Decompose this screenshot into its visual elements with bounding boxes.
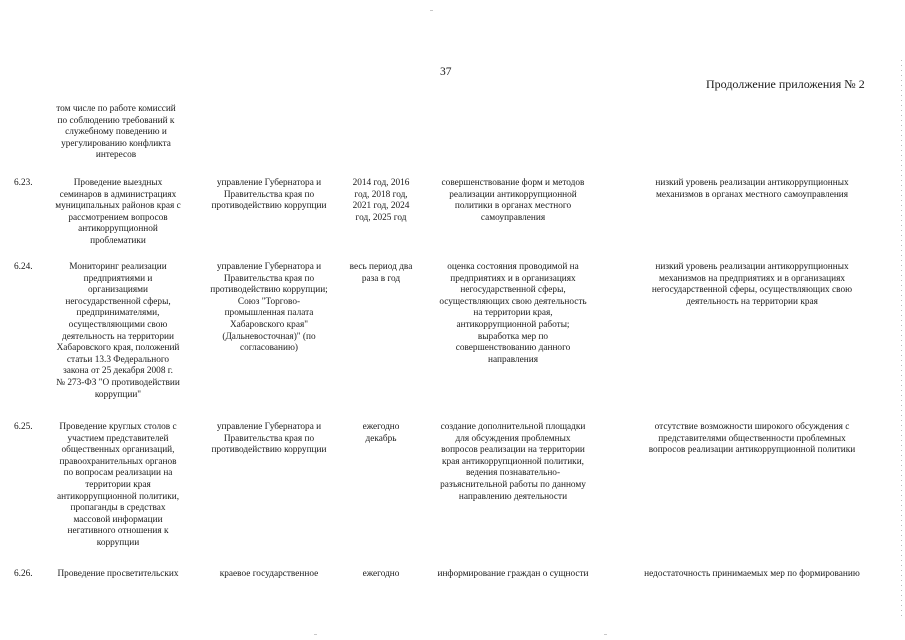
event-cell: Проведение выездных семинаров в администрациях муниципальных районов края с рассмотрением вопросов антикоррупционной проблематики: [55, 178, 181, 246]
scan-speck: [314, 634, 317, 635]
risk-cell: низкий уровень реализации антикоррупционных механизмов в органах местного самоуправления: [655, 178, 849, 200]
continued-event-text: том числе по работе комиссий по соблюдению требований к служебному поведению и урегулированию конфликта интересов: [56, 104, 176, 161]
row-number: 6.25.: [14, 422, 33, 432]
risk-cell: недостаточность принимаемых мер по формированию: [644, 569, 860, 579]
event-cell: Проведение просветительских: [57, 569, 179, 579]
responsible-cell: управление Губернатора и Правительства края по противодействию коррупции: [211, 422, 327, 456]
page-number: 37: [440, 66, 452, 78]
result-cell: совершенствование форм и методов реализации антикоррупционной политики в органах местного самоуправления: [441, 178, 585, 223]
result-cell: информирование граждан о сущности: [437, 569, 589, 579]
scan-speck: [604, 634, 607, 635]
deadline-cell: ежегодно: [362, 569, 400, 579]
row-number: 6.23.: [14, 178, 33, 188]
scan-speck: [430, 10, 433, 11]
risk-cell: отсутствие возможности широкого обсуждения с представителями общественности проблемных вопросов реализации антикоррупционной политики: [648, 422, 856, 456]
result-cell: оценка состояния проводимой на предприятиях и в организациях негосударственной сферы, осуществляющих свою деятельность на территории края, антикоррупционной работы; выработка мер по совершенствованию данного направления: [439, 262, 587, 365]
responsible-cell: управление Губернатора и Правительства края по противодействию коррупции; Союз "Торгово- промышленная палата Хабаровского края" (Дальневосточная)" (по согласованию): [210, 262, 328, 354]
row-number: 6.24.: [14, 262, 33, 272]
appendix-label: Продолжение приложения № 2: [706, 77, 865, 91]
row-number: 6.26.: [14, 569, 33, 579]
event-cell: Проведение круглых столов с участием представителей общественных организаций, правоохранительных органов по вопросам реализации на территории края антикоррупционной политики, пропаганды в средствах массовой информации негативного отношения к коррупции: [56, 422, 180, 548]
result-cell: создание дополнительной площадки для обсуждения проблемных вопросов реализации на территории края антикоррупционной политики, ведения познавательно- разъяснительной работы по данному направлению деятельности: [440, 422, 586, 502]
event-cell: Мониторинг реализации предприятиями и организациями негосударственной сферы, предпринимателями, осуществляющими свою деятельность на территории Хабаровского края, положений статьи 13.3 Федерального закона от 25 декабря 2008 г. № 273-ФЗ "О противодействии коррупции": [56, 262, 180, 400]
risk-cell: низкий уровень реализации антикоррупционных механизмов на предприятиях и в организациях негосударственной сферы, осуществляющих свою деятельность на территории края: [651, 262, 853, 307]
deadline-cell: ежегодно декабрь: [362, 422, 400, 444]
responsible-cell: краевое государственное: [219, 569, 319, 579]
deadline-cell: 2014 год, 2016 год, 2018 год, 2021 год, 2024 год, 2025 год: [352, 178, 410, 223]
responsible-cell: управление Губернатора и Правительства края по противодействию коррупции: [211, 178, 327, 212]
deadline-cell: весь период два раза в год: [349, 262, 413, 284]
scan-edge-artifact: [901, 60, 902, 620]
